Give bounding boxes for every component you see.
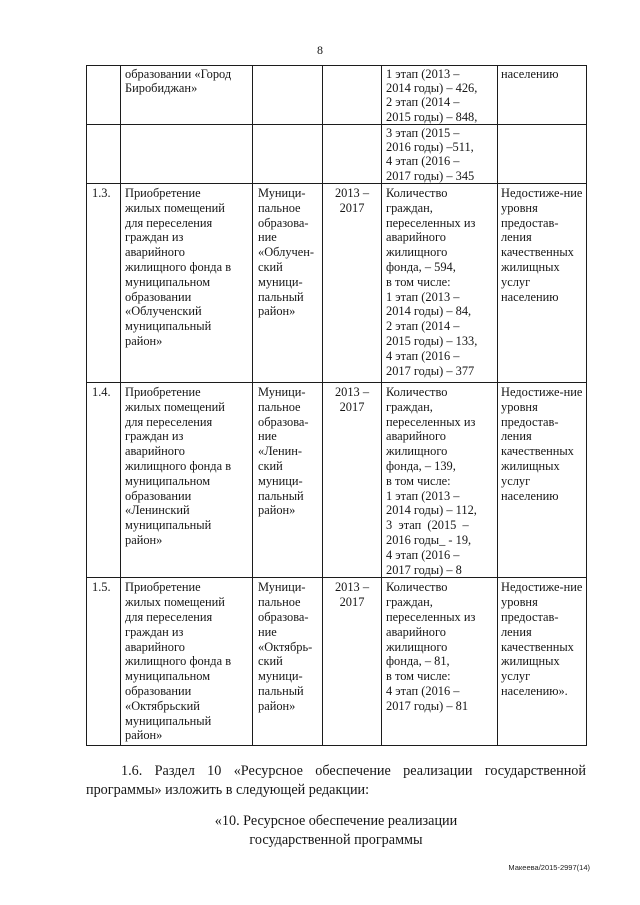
number-cell: 1.5.	[87, 578, 121, 746]
page-number: 8	[317, 43, 323, 57]
measure-cell	[121, 125, 253, 184]
table-row-1-5	[87, 578, 587, 746]
executor-cell: Муници- пальное образова- ние «Ленин- ский муници- пальный район»	[253, 383, 323, 578]
period-cell: 2013 – 2017	[323, 184, 382, 383]
consequence-cell: населению	[498, 66, 587, 125]
measure-cell: Приобретение жилых помещений для переселения граждан из аварийного жилищного фонда в муниципальном образовании «Ленинский муниципальный район»	[121, 383, 253, 578]
measures-table	[86, 65, 587, 746]
executor-cell: Муници- пальное образова- ние «Октябрь- ский муници- пальный район»	[253, 578, 323, 746]
document-reference-footer: Макеева/2015-2997(14)	[508, 863, 590, 872]
heading-line: «10. Ресурсное обеспечение реализации	[214, 813, 458, 829]
table-row-continuation-b	[87, 125, 587, 184]
measure-cell: Приобретение жилых помещений для переселения граждан из аварийного жилищного фонда в муниципальном образовании «Октябрьский муниципальный район»	[121, 578, 253, 746]
table-row-1-4	[87, 383, 587, 578]
paragraph-line: 1.6. Раздел 10 «Ресурсное обеспечение реализации государственной	[121, 763, 586, 779]
period-cell: 2013 – 2017	[323, 578, 382, 746]
paragraph-line: программы» изложить в следующей редакции:	[86, 782, 370, 798]
consequence-cell	[498, 125, 587, 184]
number-cell	[87, 66, 121, 125]
executor-cell	[253, 125, 323, 184]
period-cell	[323, 66, 382, 125]
number-cell: 1.3.	[87, 184, 121, 383]
indicator-cell: 3 этап (2015 – 2016 годы) –511, 4 этап (2016 – 2017 годы) – 345	[382, 125, 498, 184]
period-cell	[323, 125, 382, 184]
indicator-cell: Количество граждан, переселенных из аварийного жилищного фонда, – 139, в том числе: 1 этап (2013 – 2014 годы) – 112, 3 этап (2015 – 2016 годы_ - 19, 4 этап (2016 – 2017 годы) – 8	[382, 383, 498, 578]
executor-cell: Муници- пальное образова- ние «Облучен- ский муници- пальный район»	[253, 184, 323, 383]
executor-cell	[253, 66, 323, 125]
consequence-cell: Недостиже-ние уровня предостав- ления качественных жилищных услуг населению».	[498, 578, 587, 746]
indicator-cell: 1 этап (2013 – 2014 годы) – 426, 2 этап (2014 – 2015 годы) – 848,	[382, 66, 498, 125]
amendment-paragraph	[86, 762, 586, 800]
heading-line: государственной программы	[249, 831, 423, 848]
number-cell	[87, 125, 121, 184]
period-cell: 2013 – 2017	[323, 383, 382, 578]
indicator-cell: Количество граждан, переселенных из аварийного жилищного фонда, – 594, в том числе: 1 этап (2013 – 2014 годы) – 84, 2 этап (2014 – 2015 годы) – 133, 4 этап (2016 – 2017 годы) – 377	[382, 184, 498, 383]
table-row-continuation-a	[87, 66, 587, 125]
number-cell: 1.4.	[87, 383, 121, 578]
indicator-cell: Количество граждан, переселенных из аварийного жилищного фонда, – 81, в том числе: 4 этап (2016 – 2017 годы) – 81	[382, 578, 498, 746]
measure-cell: Приобретение жилых помещений для переселения граждан из аварийного жилищного фонда в муниципальном образовании «Облученский муниципальный район»	[121, 184, 253, 383]
consequence-cell: Недостиже-ние уровня предостав- ления качественных жилищных услуг населению	[498, 184, 587, 383]
consequence-cell: Недостиже-ние уровня предостав- ления качественных жилищных услуг населению	[498, 383, 587, 578]
measure-cell: образовании «Город Биробиджан»	[121, 66, 253, 125]
table-row-1-3	[87, 184, 587, 383]
section-heading	[86, 812, 586, 849]
